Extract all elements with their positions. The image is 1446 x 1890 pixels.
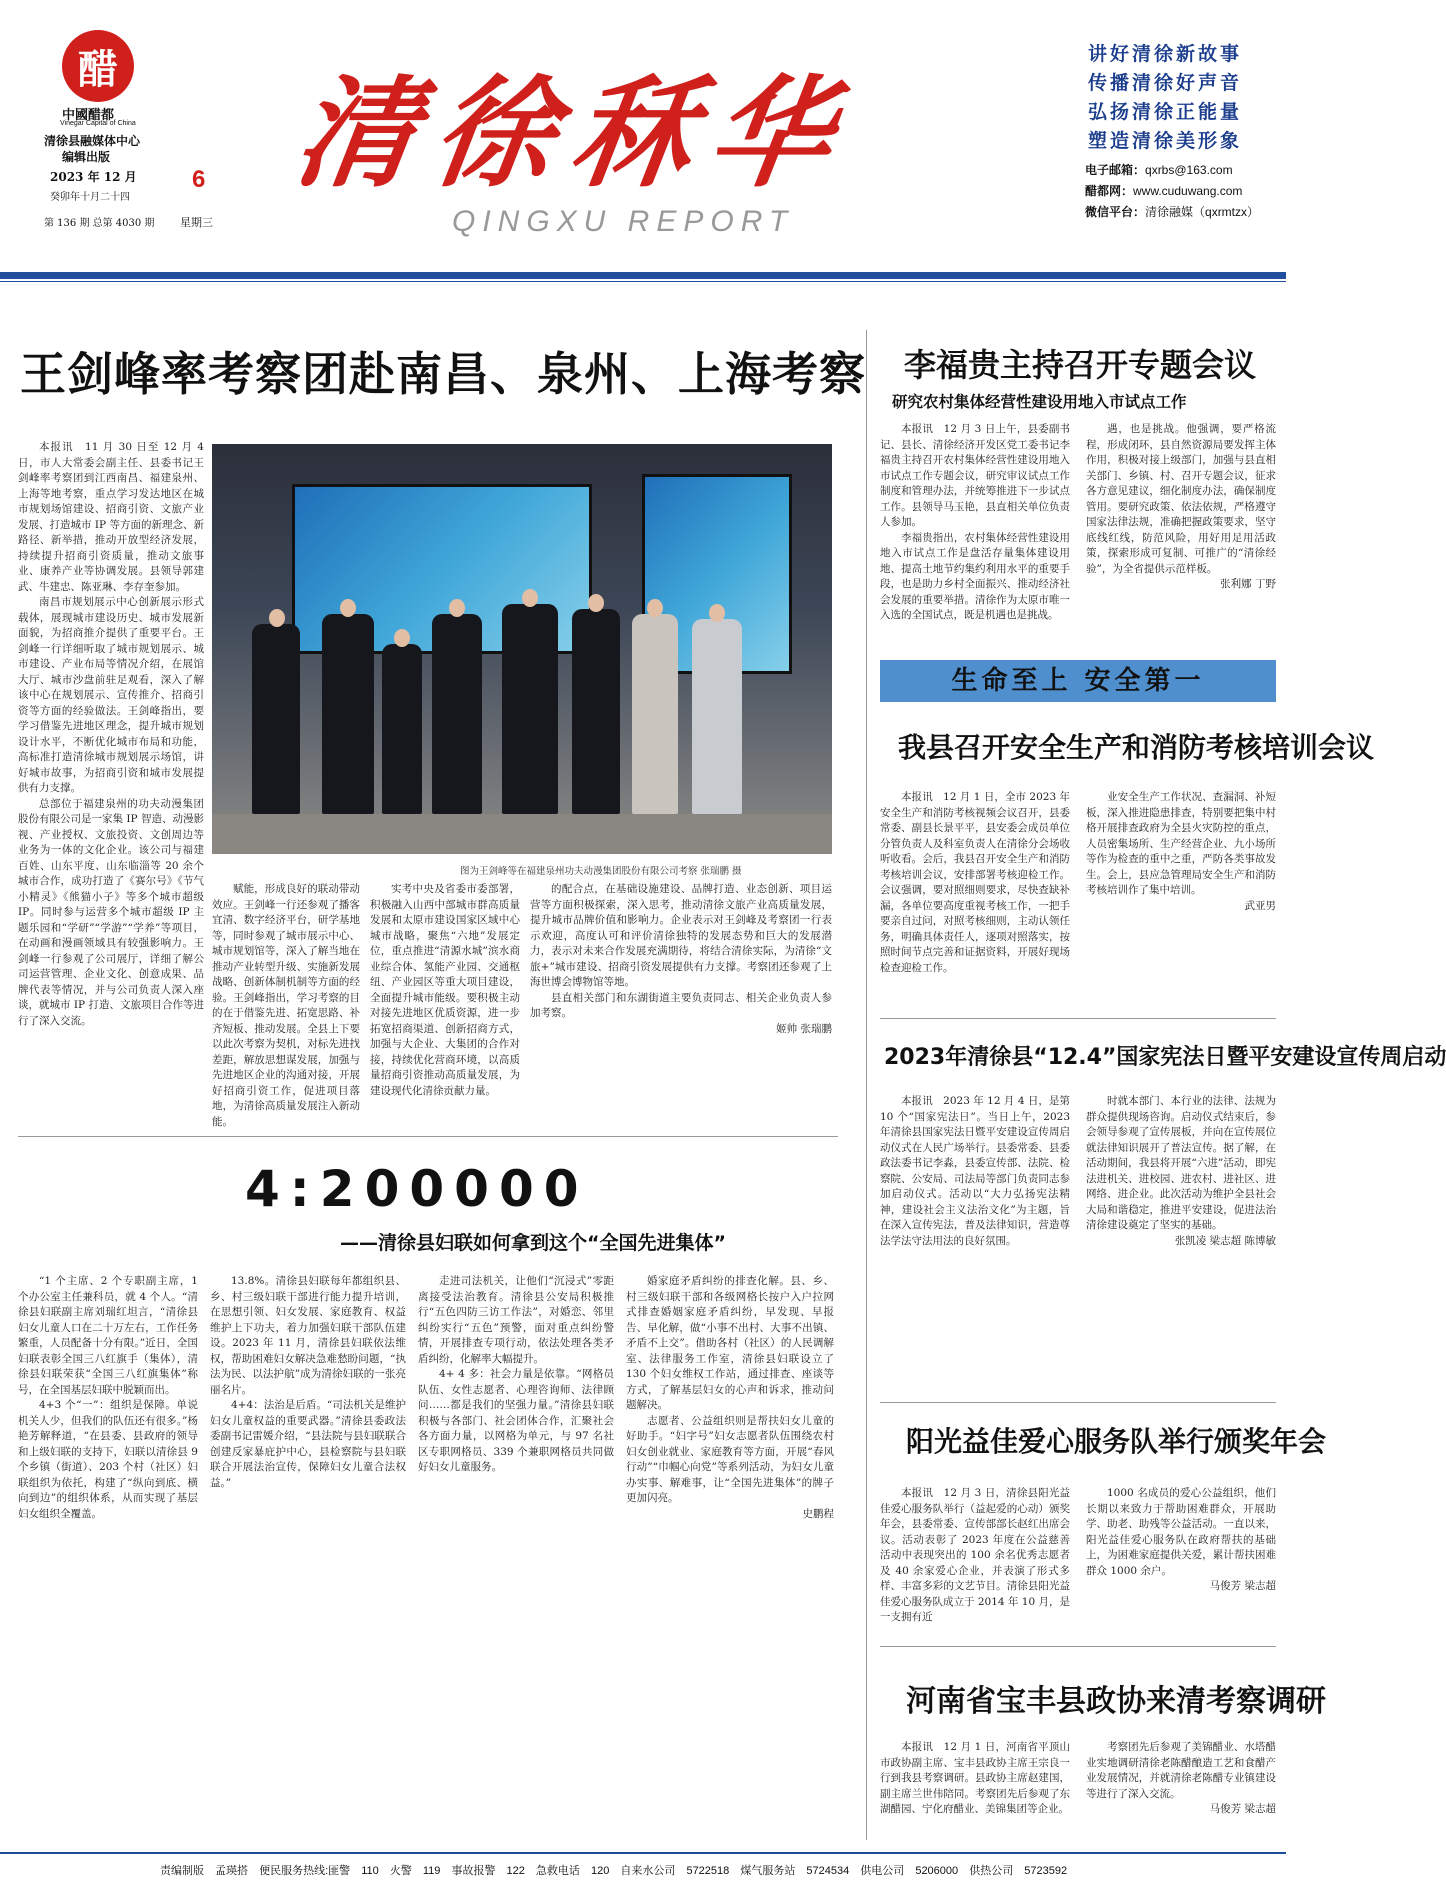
right1-col2-p1: 遇，也是挑战。他强调，要严格流程，形成闭环，县自然资源局要发挥主体作用，积极对接上级部门，加强与县直相关部门、乡镇、村、召开专题会议，征求各方意见建议，细化制度办法，确保制度管用。要研究政策、依法依规，严格遵守国家法律法规，准确把握政策要求，坚守底线红线，防范风险，用好用足用活政策，探索形成可复制、可推广的“清徐经验”，为全省提供示范样板。 (1086, 423, 1276, 575)
lead-col1-p2: 南昌市规划展示中心创新展示形式载体，展现城市建设历史、城市发展新面貌，为招商推介提供了重要平台。王剑峰一行详细听取了城市规划展示、城市建设、产业布局等情况介绍，在展馆大厅、城市沙盘前驻足观看，深入了解该中心在规划展示、宣传推介、招商引资等方面的经验做法。王剑峰指出，要学习借鉴先进地区理念，提升城市规划设计水平，不断优化城市布局和功能，高标准打造清徐城市规划展示场馆，讲好城市故事，为招商引资和城市发展提供有力支撑。 (18, 596, 204, 794)
feature-col1-p2: 4+3 个“一”：组织是保障。单说机关人少，但我们的队伍还有很多。”杨艳芳解释道，“在县委、县政府的领导和上级妇联的支持下，妇联以清徐县 9 个乡镇（街道）、203 个村（社区）妇联组织为依托，构建了“纵向到底、横向到边”的组织体系，从而实现了基层妇女组织全覆盖。 (18, 1399, 198, 1520)
right4-col1-p1: 本报讯 12 月 3 日，清徐县阳光益佳爱心服务队举行（益起爱的心动）颁奖年会，县委常委、宣传部部长赵红出席会议。活动表彰了 2023 年度在公益慈善活动中表现突出的 100 余名优秀志愿者及 40 余家爱心企业，并表演了形式多样、丰富多彩的文艺节目。清徐县阳光益佳爱心服务队成立于 2014 年 10 月，是一支拥有近 (880, 1487, 1070, 1623)
masthead-english: QINGXU REPORT (452, 205, 795, 238)
slogan-1: 讲好清徐新故事 (1088, 43, 1243, 65)
lead-col1-p1: 本报讯 11 月 30 日至 12 月 4 日，市人大常委会副主任、县委书记王剑峰率考察团到江西南昌、福建泉州、上海等地考察，重点学习发达地区在城市规划场馆建设、招商引资、文旅产业发展、打造城市 IP 等方面的新理念、新路径、新举措，推动开放型经济发展，持续提升招商引资质量，推动文旅事业、康养产业等协调发展。县领导郭建武、牛建忠、陈亚琳、李存奎参加。 (18, 441, 204, 593)
right2-col2-p1: 业安全生产工作状况、查漏洞、补短板，深入推进隐患排查，特别要把集中村格开展排查政府为全县火灾防控的重点，人员密集场所、生产经营企业、九小场所等作为检查的重中之重，严防各类事故发生。会上，县应急管理局安全生产和消防考核培训作了集中培训。 (1086, 791, 1276, 896)
right2-col1-p1: 本报讯 12 月 1 日，全市 2023 年安全生产和消防考核视频会议召开，县委常委、副县长景平平，县安委会成员单位分管负责人及科室负责人在清徐分会场收听收看。会后，我县召开安全生产和消防考核培训会议，安排部署考核迎检工作。会议强调，要对照细则要求，尽快查缺补漏，各单位要高度重视考核工作，一把手要亲自过问，对照考核细则，主动认领任务，明确具体责任人，逐项对照落实，按照时间节点完善和证据资料，开展好现场检查迎检工作。 (880, 791, 1070, 974)
feature-col3-p1: 走进司法机关，让他们“沉浸式”零距离接受法治教育。清徐县公安局积极推行“五色四防三访工作法”，对婚恋、邻里纠纷实行“五色”预警，面对重点纠纷警情，开展排查专项行动，依法处理各类矛盾纠纷，化解率大幅提升。 (418, 1275, 614, 1365)
lead-col3-p1: 实考中央及省委市委部署，积极融入山西中部城市群高质量发展和太原市建设国家区域中心城市战略，聚焦“六地”发展定位，重点推进“清源水城”滨水商业综合体、氢能产业园、交通枢纽、产业园区等重大项目建设，全面提升城市能级。要积极主动对接先进地区优质资源，进一步拓宽招商渠道、创新招商方式，加强与大企业、大集团的合作对接，持续优化营商环境，以高质量招商引资推动高质量发展，为建设现代化清徐贡献力量。 (370, 883, 520, 1097)
slogan-2: 传播清徐好声音 (1088, 72, 1243, 94)
slogans (1088, 40, 1273, 156)
right1-subheadline: 研究农村集体经营性建设用地入市试点工作 (892, 392, 1187, 411)
person (692, 619, 742, 814)
person (572, 609, 620, 814)
wechat-account: 清徐融媒（qxrmtzx） (1145, 205, 1260, 219)
column-divider (866, 330, 867, 1840)
person-head (269, 609, 285, 627)
person-head (522, 589, 538, 607)
right2-byline: 武亚男 (1244, 899, 1276, 912)
right3-col2-p1: 时就本部门、本行业的法律、法规为群众提供现场咨询。启动仪式结束后，参会领导参观了宣传展板，并向在宣传展位就法律知识展开了普法宣传。据了解，在活动期间，我县将开展“六进”活动，即宪法进机关、进校园、进农村、进社区、进网络、进企业。此次活动为维护全县社会大局和谐稳定，推进平安建设，促进法治清徐建设奠定了坚实的基础。 (1086, 1095, 1276, 1231)
divider (880, 1018, 1276, 1019)
right5-column-1 (880, 1740, 1070, 1845)
masthead-rule (0, 272, 1286, 279)
email-link[interactable]: qxrbs@163.com (1145, 163, 1233, 177)
right3-col1-p1: 本报讯 2023 年 12 月 4 日，是第 10 个“国家宪法日”。当日上午，2023 年清徐县国家宪法日暨平安建设宣传周启动仪式在人民广场举行。县委常委、县委政法委书记李淼，县委宣传部、法院、检察院、公安局、司法局等部门负责同志参加启动仪式。活动以“大力弘扬宪法精神，建设社会主义法治文化”为主题，旨在深入宣传宪法，普及法律知识，营造尊法学法守法用法的良好氛围。 (880, 1095, 1070, 1247)
person-head (588, 594, 604, 612)
right2-column-1 (880, 790, 1070, 1010)
publisher: 清徐县融媒体中心 (44, 134, 141, 148)
feature-column-2 (210, 1274, 406, 1839)
weekday: 星期三 (180, 216, 213, 229)
lead-col4-p1: 的配合点，在基础设施建设、品牌打造、业态创新、项目运营等方面积极探索，深入思考，推动清徐文旅产业高质量发展，提升城市品牌价值和影响力。企业表示对王剑峰及考察团一行表示欢迎，高度认可和评价清徐独特的发展态势和巨大的发展潜力，表示对未来合作发展充满期待，将结合清徐实际，为清徐“文旅+”城市建设、招商引资发展提供有力支撑。考察团还参观了上海世博会博物馆等地。 (530, 883, 832, 988)
right1-col1-p1: 本报讯 12 月 3 日上午，县委副书记、县长、清徐经济开发区党工委书记李福贵主持召开农村集体经营性建设用地入市试点工作专题会议，研究审议试点工作制度和管理办法，并统筹推进下一步试点工作。县领导马玉艳，县直相关单位负责人参加。 (880, 423, 1070, 528)
person (252, 624, 300, 814)
date-ym: 2023 年 12 月 (50, 170, 137, 184)
divider (880, 1646, 1276, 1647)
safety-banner: 生命至上 安全第一 (880, 660, 1276, 702)
right1-byline: 张利娜 丁野 (1220, 578, 1276, 590)
right5-byline: 马俊芳 梁志超 (1209, 1803, 1276, 1815)
feature-byline: 史鹏程 (802, 1507, 834, 1520)
right3-column-2 (1086, 1094, 1276, 1394)
feature-col2-p1: 13.8%。清徐县妇联每年都组织县、乡、村三级妇联干部进行能力提升培训，在思想引领、妇女发展、家庭教育、权益维护上下功夫，着力加强妇联干部队伍建设。2023 年 11 月，清徐县妇联依法维权，帮助困难妇女解决急难愁盼问题，“执法为民、以法护航”成为清徐妇联的一张亮丽名片。 (210, 1275, 406, 1396)
person (502, 604, 558, 814)
feature-col2-p2: 4+4：法治是后盾。“司法机关是维护妇女儿童权益的重要武器。”清徐县委政法委副书记雷媛介绍，“县法院与县妇联联合创建反家暴庇护中心，县检察院与县妇联联合开展法治宣传，保障妇女儿童合法权益。” (210, 1399, 406, 1489)
right5-column-2 (1086, 1740, 1276, 1845)
publisher-2: 编辑出版 (62, 150, 111, 164)
feature-subtitle: ——清徐县妇联如何拿到这个“全国先进集体” (340, 1232, 726, 1254)
feature-column-3 (418, 1274, 614, 1839)
person (432, 614, 482, 814)
person-head (647, 599, 663, 617)
right1-headline: 李福贵主持召开专题会议 (904, 346, 1257, 384)
vinegar-capital-logo (62, 30, 134, 102)
lead-headline: 王剑峰率考察团赴南昌、泉州、上海考察 (20, 347, 866, 401)
feature-col1-p1: “1 个主席、2 个专职副主席，1 个办公室主任兼科员，就 4 个人。“清徐县妇联副主席刘瑞红坦言，“清徐县妇女儿童人口在二十万左右，工作任务繁重，人员配备十分有限。”近日，全国妇联表彰全国三八红旗手（集体），清徐县妇联荣获“全国三八红旗集体”称号，在全国基层妇联中脱颖而出。 (18, 1275, 198, 1396)
person (382, 644, 422, 814)
right1-column-2 (1086, 422, 1276, 627)
person (322, 614, 374, 814)
right5-col1-p1: 本报讯 12 月 1 日，河南省平顶山市政协副主席、宝丰县政协主席王宗良一行到我县考察调研。县政协主席赵建国，副主席兰世伟陪同。考察团先后参观了东湖醋园、宁化府醋业、美锦集团等企业。 (880, 1741, 1070, 1815)
lead-column-2 (212, 882, 360, 1132)
right4-col2-p1: 1000 名成员的爱心公益组织，他们长期以来致力于帮助困难群众，开展助学、助老、助残等公益活动。一直以来，阳光益佳爱心服务队在政府帮扶的基础上，为困难家庭提供关爱，累计帮扶困难群众 1000 余户。 (1086, 1487, 1276, 1577)
lunar-date: 癸卯年十月二十四 (50, 192, 130, 203)
lead-column-3 (370, 882, 520, 1132)
right5-col2-p1: 考察团先后参观了美锦醋业、水塔醋业实地调研清徐老陈醋酿造工艺和食醋产业发展情况，并就清徐老陈醋专业镇建设等进行了深入交流。 (1086, 1741, 1276, 1800)
lead-photo (212, 444, 832, 854)
divider (18, 1136, 838, 1137)
right1-column-1 (880, 422, 1070, 627)
lead-col4-p2: 县直相关部门和东湖街道主要负责同志、相关企业负责人参加考察。 (530, 991, 832, 1019)
right2-headline: 我县召开安全生产和消防考核培训会议 (898, 731, 1375, 764)
right2-column-2 (1086, 790, 1276, 1010)
logo-sub: Vinegar Capital of China (60, 120, 136, 127)
masthead-title: 清徐秝华 (286, 63, 859, 204)
slogan-4: 塑造清徐美形象 (1088, 130, 1243, 152)
right3-headline: 2023年清徐县“12.4”国家宪法日暨平安建设宣传周启动 (884, 1045, 1446, 1070)
right5-headline: 河南省宝丰县政协来清考察调研 (906, 1684, 1326, 1719)
footer-info: 责编制版 孟瑛搭 便民服务热线:匪警 110 火警 119 事故报警 122 急救电话 120 自来水公司 5722518 煤气服务站 5724534 供电公司 5206000 供热公司 5723592 (160, 1865, 1068, 1877)
feature-column-1 (18, 1274, 198, 1839)
feature-col3-p2: 4+ 4 多：社会力量是依靠。“网格员队伍、女性志愿者、心理咨询师、法律顾问……都是我们的坚强力量。”清徐县妇联积极与各部门、社会团体合作，汇聚社会各方面力量，以网格为单元，与 97 名社区专职网格员、339 个兼职网格员共同做好妇女儿童服务。 (418, 1368, 614, 1473)
date-day: 6 (192, 166, 206, 193)
photo-caption: 图为王剑峰等在福建泉州功夫动漫集团股份有限公司考察 张瑞鹏 摄 (460, 866, 742, 877)
person-head (394, 629, 410, 647)
right4-column-2 (1086, 1486, 1276, 1636)
wechat-label: 微信平台： (1085, 205, 1146, 219)
floor (212, 814, 832, 854)
lead-column-4 (530, 882, 832, 1132)
divider (880, 1402, 1276, 1403)
person-head (340, 599, 356, 617)
person-head (709, 604, 725, 622)
issue-number: 第 136 期 总第 4030 期 (44, 218, 155, 229)
lead-column-1 (18, 440, 204, 1130)
right4-byline: 马俊芳 梁志超 (1209, 1580, 1276, 1592)
slogan-3: 弘扬清徐正能量 (1088, 101, 1243, 123)
masthead-thin-rule (0, 281, 1286, 282)
lead-col2-p1: 赋能，形成良好的联动带动效应。王剑峰一行还参观了播客宜清、数字经济平台，研学基地等，同时参观了城市展示中心、城市规划馆等，深入了解当地在推动产业转型升级、实施新发展战略、创新体制机制等方面的经验。王剑峰指出，学习考察的目的在于借鉴先进、拓宽思路、补齐短板、推动发展。全县上下要以此次考察为契机，对标先进找差距，解放思想谋发展，加强与先进地区企业的沟通对接，开展好招商引资工作，促进项目落地，为清徐高质量发展注入新动能。 (212, 883, 360, 1128)
lead-byline: 姬帅 张瑞鹏 (776, 1022, 832, 1035)
right3-byline: 张凯凌 梁志超 陈博敏 (1174, 1234, 1276, 1247)
contact-info (1085, 160, 1259, 223)
email-label: 电子邮箱： (1085, 163, 1146, 177)
feature-column-4 (626, 1274, 834, 1839)
right3-column-1 (880, 1094, 1070, 1394)
person-head (449, 599, 465, 617)
feature-col4-p2: 志愿者、公益组织则是帮扶妇女儿童的好助手。“妇字号”妇女志愿者队伍围绕农村妇女创业就业、家庭教育等方面，开展“春风行动”“巾帼心向党”等系列活动，为妇女儿童办实事、解难事，让“全国先进集体”的牌子更加闪亮。 (626, 1414, 834, 1504)
person (632, 614, 678, 814)
web-label: 醋都网： (1085, 184, 1134, 198)
web-link[interactable]: www.cuduwang.com (1133, 184, 1243, 198)
logo-char: 醋 (78, 45, 118, 93)
right1-col1-p2: 李福贵指出，农村集体经营性建设用地入市试点工作是盘活存量集体建设用地、提高土地节约集约利用水平的重要手段，也是助力乡村全面振兴、推动经济社会发展的重要举措。清徐作为太原市唯一入选的全国试点，既是机遇也是挑战。 (880, 531, 1070, 621)
logo-text: 中國醋都 (62, 108, 115, 123)
right4-headline: 阳光益佳爱心服务队举行颁奖年会 (906, 1425, 1327, 1458)
feature-big-title: 4:200000 (245, 1160, 589, 1218)
footer-rule (0, 1852, 1286, 1854)
right4-column-1 (880, 1486, 1070, 1636)
feature-col4-p1: 婚家庭矛盾纠纷的排查化解。县、乡、村三级妇联干部和各级网格长按户入户拉网式排查婚姻家庭矛盾纠纷，早发现、早报告、早化解，做“小事不出村、大事不出镇、矛盾不上交”。借助各村（社区）的人民调解室、法律服务工作室，清徐县妇联设立了 130 个妇女维权工作站，通过排查、座谈等方式，了解基层妇女的心声和诉求，推动问题解决。 (626, 1275, 834, 1411)
lead-col1-p3: 总部位于福建泉州的功夫动漫集团股份有限公司是一家集 IP 智造、动漫影视、产业授权、文旅投资、文创周边等业务为一体的文化企业。该公司与福建百姓、山东平度、山东临淄等 20 余个城市合作，成功打造了《赛尔号》《节气小精灵》《熊猫小子》等多个城市超级 IP。同时参与运营多个城市超级 IP 主题乐园和“学研”“学游”“学养”等项目，在动画和漫画领域具有较强影响力。王剑峰一行参观了公司展厅，详细了解公司运营管理、企业文化、创意成果、品牌代表等情况，并与公司负责人深入座谈，就城市 IP 打造、文旅项目合作等进行了深入交流。 (18, 797, 204, 1027)
